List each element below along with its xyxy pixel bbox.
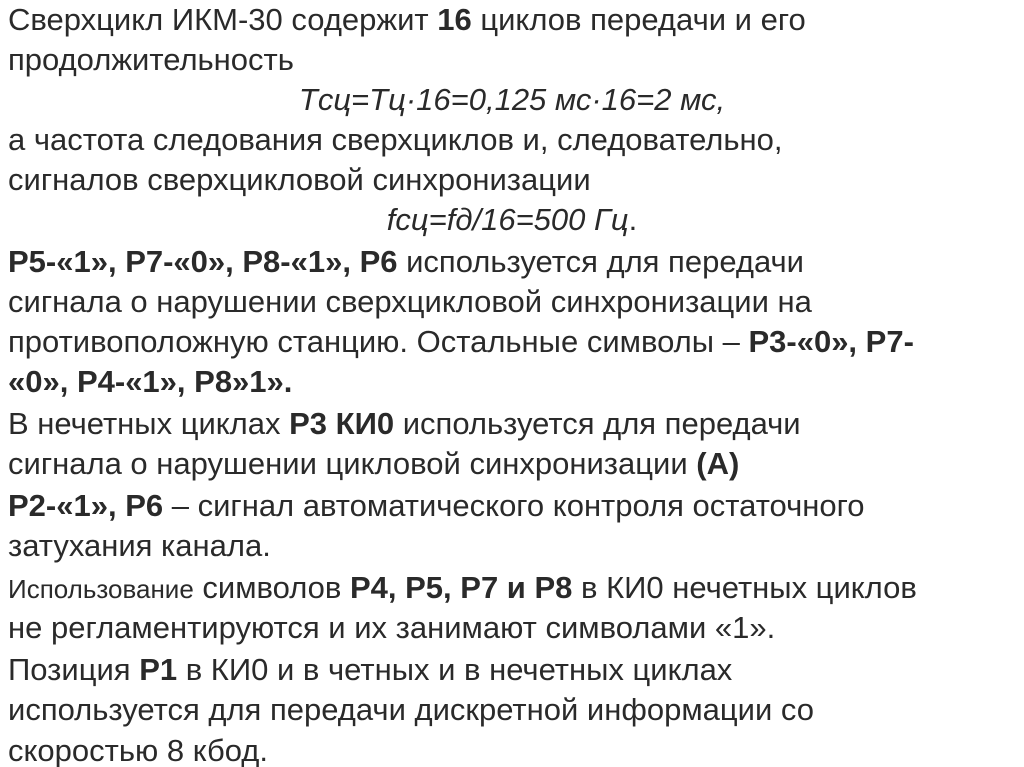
text-line-16: не регламентируются и их занимают символами «1». [8,610,776,645]
text-line-17: Позиция Р1 в КИ0 и в четных и в нечетных циклах [8,652,733,687]
text-line-2: продолжительность [8,42,294,77]
text-line-18: используется для передачи дискретной информации со [8,692,814,727]
text-line-15: Использование символов Р4, Р5, Р7 и Р8 в КИ0 нечетных циклов [8,570,917,605]
text-line-12: сигнала о нарушении цикловой синхронизации (А) [8,446,740,481]
formula-superframe-frequency: fсц=fд/16=500 Гц. [386,202,638,237]
text-line-9: противоположную станцию. Остальные символы – Р3-«0», Р7- [8,324,914,359]
text-line-13: Р2-«1», Р6 – сигнал автоматического контроля остаточного [8,488,865,523]
formula-superframe-duration: Tсц=Tц·16=0,125 мс·16=2 мс, [298,82,726,117]
text-line-11: В нечетных циклах Р3 КИ0 используется для передачи [8,406,801,441]
text-line-1: Сверхцикл ИКМ-30 содержит 16 циклов передачи и его [8,2,806,37]
text-line-5: сигналов сверхцикловой синхронизации [8,162,591,197]
text-line-4: а частота следования сверхциклов и, следовательно, [8,122,783,157]
text-line-10: «0», Р4-«1», Р8»1». [8,364,293,399]
text-line-8: сигнала о нарушении сверхцикловой синхронизации на [8,284,812,319]
text-line-14: затухания канала. [8,528,271,563]
text-line-19: скоростью 8 кбод. [8,733,268,767]
text-line-7: Р5-«1», Р7-«0», Р8-«1», Р6 используется для передачи [8,244,804,279]
